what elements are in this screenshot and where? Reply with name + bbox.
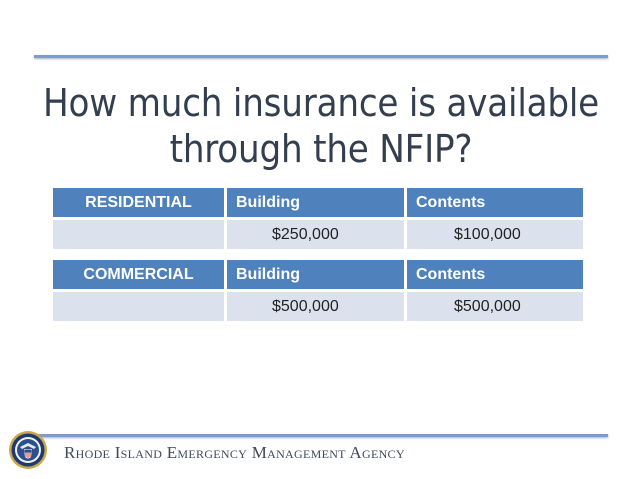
residential-contents-value: $100,000: [407, 220, 583, 249]
slide-title-line-2: through the NFIP?: [169, 127, 473, 171]
agency-seal-icon: [8, 430, 48, 470]
commercial-building-value: $500,000: [227, 292, 404, 321]
residential-row-label: [53, 220, 224, 249]
agency-name-text: Rhode Island Emergency Management Agency: [64, 443, 405, 462]
commercial-header-label: COMMERCIAL: [53, 260, 224, 289]
commercial-table: [53, 260, 583, 321]
residential-header-building: Building: [227, 188, 404, 217]
bottom-divider: [34, 434, 608, 437]
residential-header-label: RESIDENTIAL: [53, 188, 224, 217]
agency-name: [64, 443, 405, 463]
top-divider: [34, 55, 608, 58]
slide-title: [34, 80, 608, 172]
commercial-contents-value: $500,000: [407, 292, 583, 321]
residential-table: [53, 188, 583, 249]
residential-building-value: $250,000: [227, 220, 404, 249]
commercial-header-contents: Contents: [407, 260, 583, 289]
commercial-row-label: [53, 292, 224, 321]
residential-header-contents: Contents: [407, 188, 583, 217]
slide-title-line-1: How much insurance is available: [42, 81, 600, 125]
commercial-header-building: Building: [227, 260, 404, 289]
